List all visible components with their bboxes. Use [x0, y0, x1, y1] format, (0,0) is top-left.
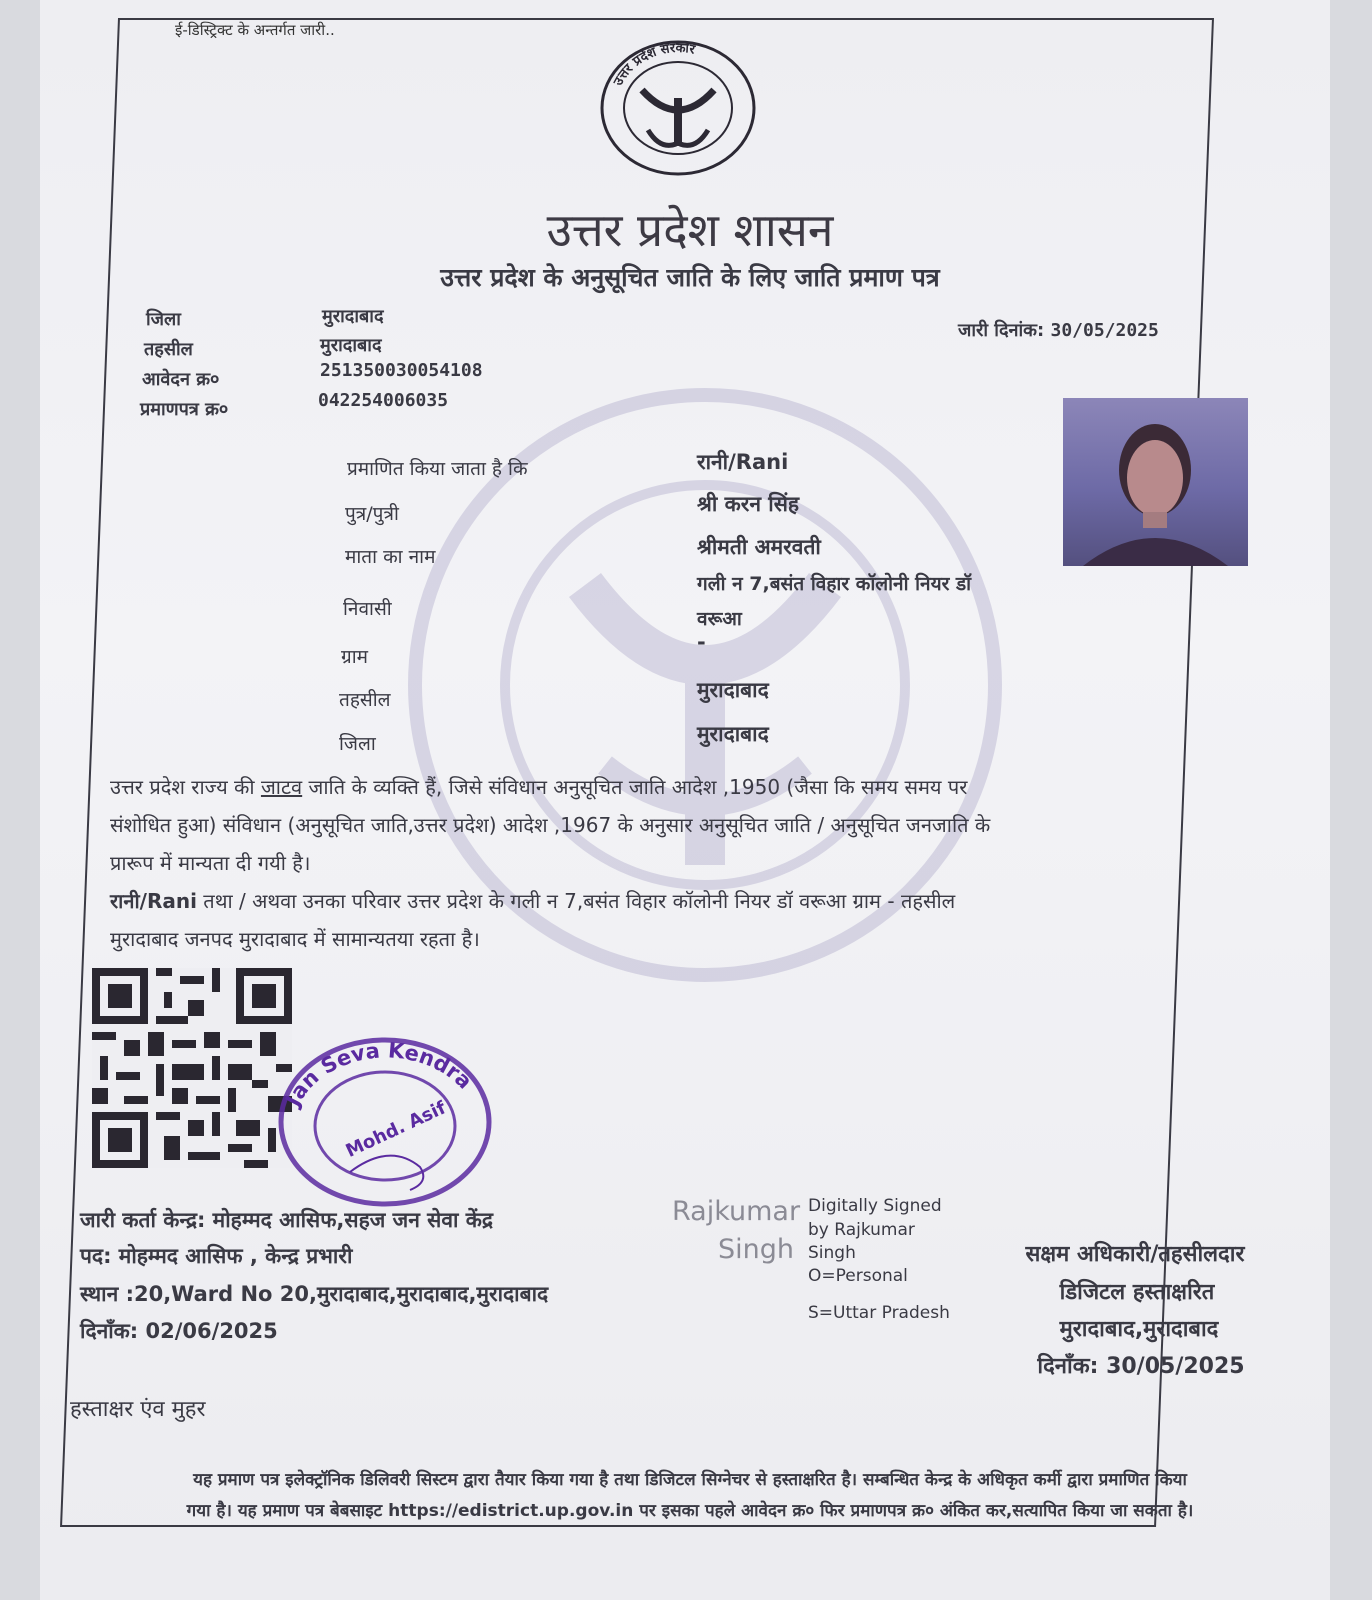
signer-name-large: Rajkumar: [672, 1196, 801, 1227]
field-value-address-line2: वरूआ: [697, 608, 742, 630]
issued-under-note: ई-डिस्ट्रिक्ट के अन्तर्गत जारी..: [175, 21, 335, 39]
digital-sign-line2: by Rajkumar: [808, 1220, 915, 1240]
digital-sign-line1: Digitally Signed: [808, 1196, 942, 1216]
field-value-father: श्री करन सिंह: [697, 492, 800, 516]
meta-value-district: मुरादाबाद: [322, 306, 384, 327]
applicant-photo: [1063, 398, 1248, 566]
field-value-tehsil: मुरादाबाद: [697, 678, 769, 702]
meta-value-application-no: 251350030054108: [320, 360, 483, 381]
field-value-district: मुरादाबाद: [697, 722, 769, 746]
authority-date: दिनाँक: 30/05/2025: [1037, 1354, 1245, 1379]
field-label-mother: माता का नाम: [345, 546, 436, 568]
field-value-village: -: [697, 630, 706, 654]
field-label-resident: निवासी: [343, 598, 392, 620]
issuer-date: दिनाँक: 02/06/2025: [80, 1319, 278, 1343]
issuer-post: पद: मोहम्मद आसिफ , केन्द्र प्रभारी: [80, 1244, 353, 1268]
digital-sign-line5: S=Uttar Pradesh: [808, 1303, 950, 1323]
field-value-mother: श्रीमती अमरवती: [697, 535, 821, 559]
issuing-center: जारी कर्ता केन्द्र: मोहम्मद आसिफ,सहज जन सेवा केंद्र: [80, 1208, 494, 1232]
stamp-text: Jan Seva Kendra: [280, 1038, 477, 1111]
meta-value-tehsil: मुरादाबाद: [320, 335, 382, 356]
emblem-text: उत्तर प्रदेश सरकार: [610, 40, 697, 89]
authority-place: मुरादाबाद,मुरादाबाद: [1059, 1317, 1219, 1342]
meta-label-tehsil: तहसील: [144, 339, 193, 360]
digital-sign-line3: Singh: [808, 1243, 856, 1263]
svg-text:उत्तर प्रदेश सरकार: [611, 41, 697, 90]
field-label-tehsil: तहसील: [339, 689, 391, 711]
qr-code: [92, 968, 292, 1168]
jan-seva-kendra-stamp: [270, 1022, 500, 1212]
digital-sign-line4: O=Personal: [808, 1266, 908, 1286]
meta-label-certificate-no: प्रमाणपत्र क्र०: [140, 399, 229, 420]
field-label-certified-that: प्रमाणित किया जाता है कि: [347, 458, 528, 480]
field-value-name: रानी/Rani: [697, 450, 789, 474]
signer-surname-large: Singh: [718, 1234, 795, 1265]
field-value-address: गली न 7,बसंत विहार कॉलोनी नियर डॉ: [697, 573, 972, 595]
field-label-village: ग्राम: [341, 646, 368, 668]
up-government-emblem: [598, 38, 758, 178]
resident-name: रानी/Rani: [110, 889, 197, 913]
stamp-signature: Mohd. Asif: [342, 1097, 450, 1162]
issue-date: जारी दिनांक: 30/05/2025: [958, 320, 1159, 341]
signature-and-seal-label: हस्ताक्षर एंव मुहर: [70, 1397, 206, 1422]
authority-title: सक्षम अधिकारी/तहसीलदार: [1025, 1242, 1245, 1267]
authority-digitally-signed: डिजिटल हस्ताक्षरित: [1059, 1280, 1215, 1305]
government-title: उत्तर प्रदेश शासन: [546, 203, 834, 257]
meta-label-application-no: आवेदन क्र०: [142, 369, 220, 390]
issuer-place: स्थान :20,Ward No 20,मुरादाबाद,मुरादाबाद,मुरादाबाद: [80, 1282, 549, 1306]
field-label-son-daughter: पुत्र/पुत्री: [345, 503, 399, 525]
certificate-title: उत्तर प्रदेश के अनुसूचित जाति के लिए जाति प्रमाण पत्र: [440, 263, 940, 292]
field-label-district: जिला: [339, 733, 376, 755]
caste-name: जाटव: [260, 775, 303, 799]
caste-statement: उत्तर प्रदेश राज्य की जाटव जाति के व्यक्ति हैं, जिसे संविधान अनुसूचित जाति आदेश ,1950 (जैसा कि समय समय पर संशोधित हुआ) संविधान (अनुसूचित जाति,उत्तर प्रदेश) आदेश ,1967 के अनुसार अनुसूचित जाति / अनुसूचित जनजाति के प्रारूप में मान्यता दी गयी है। रानी/Rani तथा / अथवा उनका परिवार उत्तर प्रदेश के गली न 7,बसंत विहार कॉलोनी नियर डॉ वरूआ ग्राम - तहसील मुरादाबाद जनपद मुरादाबाद में सामान्यतया रहता है।: [110, 775, 991, 951]
footer-note: यह प्रमाण पत्र इलेक्ट्रॉनिक डिलिवरी सिस्टम द्वारा तैयार किया गया है तथा डिजिटल सिग्नेचर से हस्ताक्षरित है। सम्बन्धित केन्द्र के अधिकृत कर्मी द्वारा प्रमाणित किया गया है। यह प्रमाण पत्र बेबसाइट https://edistrict.up.gov.in पर इसका पहले आवेदन क्र० फिर प्रमाणपत्र क्र० अंकित कर,सत्यापित किया जा सकता है।: [186, 1470, 1194, 1521]
meta-label-district: जिला: [146, 309, 181, 330]
meta-value-certificate-no: 042254006035: [318, 390, 449, 411]
